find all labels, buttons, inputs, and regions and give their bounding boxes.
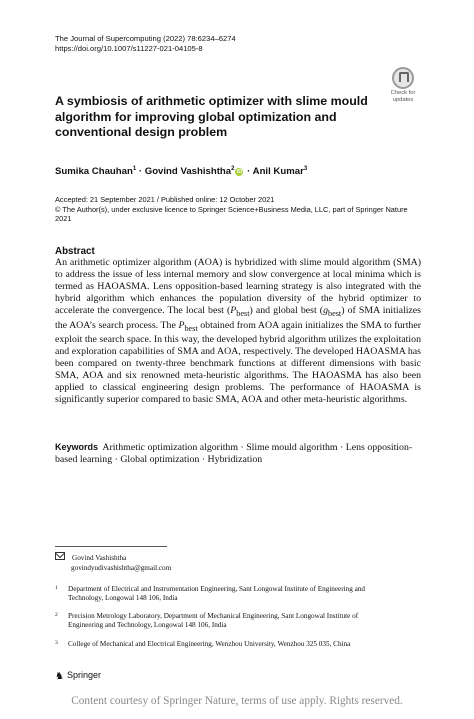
abstract-text: An arithmetic optimizer algorithm (AOA) is hybridized with slime mould algorithm (SMA) to address the issue of less internal memory and slow convergence at local minima which is termed as HAOASMA. Lens opposition-based learning strategy is also integrated with the hybrid algorithm which enhances the population diversity of the hybrid optimizer to accelerate the convergence. The local best ( [55, 257, 421, 316]
correspondence-block [55, 552, 355, 573]
abstract-body [55, 257, 421, 406]
math-subscript: best [184, 323, 198, 333]
copyright-notice: © The Author(s), under exclusive licence to Springer Science+Business Media, LLC, part of Springer Nature 2021 [55, 204, 408, 224]
affiliation-number: 3 [55, 640, 58, 646]
affiliation-text: Precision Metrology Laboratory, Department of Mechanical Engineering, Sant Longowal Institute of Engineering and Technology, Longowal 148 106, India [68, 612, 359, 630]
math-symbol: P [178, 319, 185, 331]
check-updates-icon [392, 67, 414, 89]
affiliation-number: 2 [55, 612, 58, 618]
corresponding-author-email[interactable]: govindyudivashishtha@gmail.com [71, 564, 172, 572]
publisher-name: Springer [66, 670, 101, 680]
author-separator: · [138, 166, 143, 178]
author-list [55, 166, 307, 177]
author-name[interactable]: Govind Vashishtha [144, 166, 232, 178]
abstract-text: ) of SMA initializes the AOA’s search process. The [55, 304, 421, 331]
math-subscript: best [328, 308, 342, 318]
affiliation-item [55, 612, 390, 631]
journal-header [55, 34, 236, 54]
affiliation-item [55, 640, 390, 649]
math-symbol: g [323, 304, 328, 316]
footnote-divider [55, 546, 167, 547]
corresponding-author-name: Govind Vashishtha [72, 554, 127, 562]
publisher-logo [55, 670, 101, 682]
math-symbol: P [230, 304, 237, 316]
author-affiliation-ref: 2 [231, 166, 235, 172]
courtesy-watermark: Content courtesy of Springer Nature, terms of use apply. Rights reserved. [71, 695, 403, 707]
check-updates-line2: updates [392, 97, 414, 103]
math-subscript: best [236, 308, 250, 318]
journal-citation: The Journal of Supercomputing (2022) 78:6234–6274 [55, 34, 236, 43]
keywords-label: Keywords [55, 442, 99, 452]
keywords-text: Arithmetic optimization algorithm · Slime mould algorithm · Lens opposition-based learning · Global optimization · Hybridization [55, 442, 413, 466]
springer-horse-icon: ♞ [55, 671, 64, 682]
publication-dates: Accepted: 21 September 2021 / Published online: 12 October 2021 [55, 195, 275, 204]
check-updates-line1: Check for [390, 90, 416, 96]
check-for-updates-badge[interactable] [386, 67, 420, 103]
publication-meta [55, 195, 425, 224]
author-affiliation-ref: 3 [303, 166, 308, 172]
affiliation-text: Department of Electrical and Instrumentation Engineering, Sant Longowal Institute of Engineering and Technology, Longowal 148 106, India [68, 585, 365, 603]
affiliation-item [55, 585, 390, 604]
envelope-icon [55, 552, 65, 560]
author-name[interactable]: Anil Kumar [252, 166, 304, 178]
paper-title: A symbiosis of arithmetic optimizer with slime mould algorithm for improving global optimization and conventional design problem [55, 94, 368, 140]
author-affiliation-ref: 1 [132, 166, 137, 172]
abstract-text: obtained from AOA again initializes the SMA to further exploit the search space. In this way, the developed hybrid algorithm utilizes the exploitation and exploration capabilities of SMA and AOA, respectively. The developed HAOASMA has been compared on twenty-three benchmark functions at different dimensions with basic SMA, AOA and six renowned meta-heuristic algorithms. The HAOASMA has also been applied to classical engineering design problems. The performance of HAOASMA is significantly superior compared to basic SMA, AOA and other meta-heuristic algorithms. [55, 319, 421, 406]
abstract-heading: Abstract [55, 246, 95, 257]
abstract-text: ) and global best ( [249, 304, 324, 316]
affiliation-text: College of Mechanical and Electrical Engineering, Wenzhou University, Wenzhou 325 035, China [68, 640, 351, 648]
author-name[interactable]: Sumika Chauhan [55, 166, 133, 178]
keywords-block [55, 441, 421, 467]
doi-link[interactable]: https://doi.org/10.1007/s11227-021-04105-8 [55, 44, 203, 53]
author-separator: · [247, 166, 251, 178]
affiliation-number: 1 [55, 585, 58, 591]
orcid-icon[interactable]: iD [236, 169, 243, 176]
